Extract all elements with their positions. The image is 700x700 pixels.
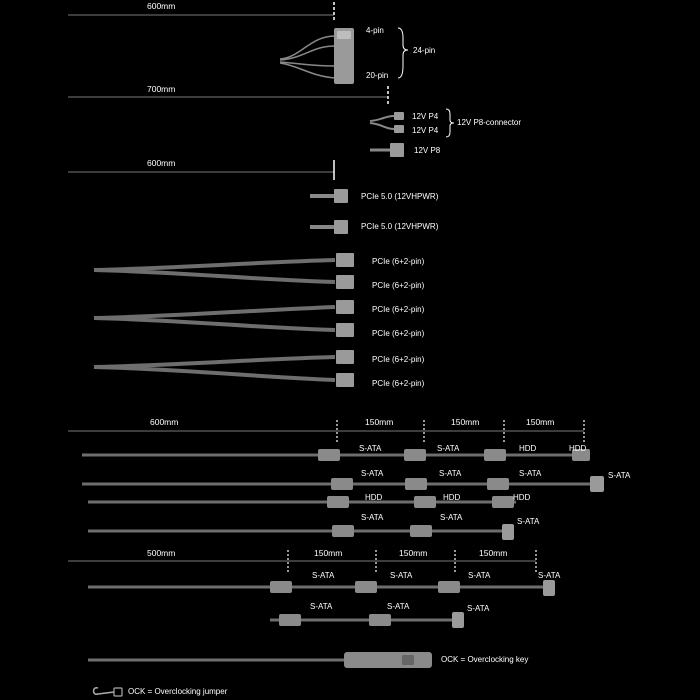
sata-b-row2-label-3: S-ATA <box>467 604 490 613</box>
atx-length-label: 600mm <box>147 1 176 11</box>
sata-a-row4-conn-1 <box>332 525 354 537</box>
pcie-length-label: 600mm <box>147 158 176 168</box>
pcie-cable-2a <box>94 307 335 318</box>
sata-a-row3-label-2: HDD <box>443 493 461 502</box>
sata-b-row1-conn-1 <box>270 581 292 593</box>
sata-a-row4-conn-2 <box>410 525 432 537</box>
ock-key-switch <box>402 655 414 665</box>
sata-a-row2-label-2: S-ATA <box>439 469 462 478</box>
pcie-cable-1b <box>94 270 335 282</box>
sata-a-row3-conn-3 <box>492 496 514 508</box>
pcie-label-5: PCIe (6+2-pin) <box>372 355 425 364</box>
pcie-connector-3 <box>336 300 354 314</box>
atx-brace <box>398 28 408 78</box>
sata-a-seg-2: 150mm <box>451 417 480 427</box>
pcie-hpwr-connector-2 <box>334 220 348 234</box>
sata-b-row1-label-3: S-ATA <box>468 571 491 580</box>
atx-cable-group <box>68 1 435 84</box>
sata-a-row3-label-3: HDD <box>513 493 531 502</box>
sata-a-row2-label-4: S-ATA <box>608 471 631 480</box>
sata-b-row1-label-4: S-ATA <box>538 571 561 580</box>
eps-brace <box>446 109 454 137</box>
pcie-connector-5 <box>336 350 354 364</box>
atx-24pin-label: 24-pin <box>413 46 436 55</box>
sata-b-row1-conn-3 <box>438 581 460 593</box>
pcie-cable-3a <box>94 357 335 367</box>
sata-b-seg-3: 150mm <box>479 548 508 558</box>
sata-b-row2-conn-1 <box>279 614 301 626</box>
eps-p4-connector-b <box>394 125 404 133</box>
sata-a-row1-label-2: S-ATA <box>437 444 460 453</box>
sata-group-b <box>68 548 561 628</box>
sata-a-row1-conn-3 <box>484 449 506 461</box>
sata-group-a <box>68 417 631 540</box>
pcie-cable-group <box>68 158 439 388</box>
pcie-connector-4 <box>336 323 354 337</box>
eps-p8-connector <box>390 143 404 157</box>
sata-a-row1-conn-2 <box>404 449 426 461</box>
sata-a-row2-conn-4 <box>590 476 604 492</box>
sata-a-row2-conn-3 <box>487 478 509 490</box>
sata-b-row1-conn-2 <box>355 581 377 593</box>
pcie-label-1: PCIe (6+2-pin) <box>372 257 425 266</box>
sata-a-row4-conn-3 <box>502 524 514 540</box>
sata-b-row2-conn-3 <box>452 612 464 628</box>
pcie-cable-1a <box>94 260 335 270</box>
pcie-hpwr-label-1: PCIe 5.0 (12VHPWR) <box>361 192 439 201</box>
eps-p4-label-a: 12V P4 <box>412 112 439 121</box>
sata-a-row2-label-3: S-ATA <box>519 469 542 478</box>
ock-key-label: OCK = Overclocking key <box>441 655 529 664</box>
sata-b-row1-label-2: S-ATA <box>390 571 413 580</box>
sata-a-row1-label-1: S-ATA <box>359 444 382 453</box>
pcie-cable-2b <box>94 318 335 330</box>
eps-p4-connector-a <box>394 112 404 120</box>
sata-b-row1-label-1: S-ATA <box>312 571 335 580</box>
sata-b-seg-2: 150mm <box>399 548 428 558</box>
sata-a-seg-1: 150mm <box>365 417 394 427</box>
pcie-hpwr-label-2: PCIe 5.0 (12VHPWR) <box>361 222 439 231</box>
eps-p4-split <box>370 116 394 129</box>
eps-length-label: 700mm <box>147 84 176 94</box>
sata-a-row3-label-1: HDD <box>365 493 383 502</box>
pcie-connector-1 <box>336 253 354 267</box>
atx-20pin-label: 20-pin <box>366 71 389 80</box>
pcie-label-4: PCIe (6+2-pin) <box>372 329 425 338</box>
pcie-connector-6 <box>336 373 354 387</box>
eps-p8-label: 12V P8 <box>414 146 441 155</box>
sata-a-row4-label-2: S-ATA <box>440 513 463 522</box>
sata-a-row3-conn-2 <box>414 496 436 508</box>
pcie-cable-3b <box>94 367 335 380</box>
pcie-connector-2 <box>336 275 354 289</box>
sata-a-length-label: 600mm <box>150 417 179 427</box>
sata-a-row4-label-1: S-ATA <box>361 513 384 522</box>
sata-a-row1-label-3: HDD <box>519 444 537 453</box>
sata-a-row4-label-3: S-ATA <box>517 517 540 526</box>
atx-4pin-label: 4-pin <box>366 26 384 35</box>
eps-cable-group <box>68 84 521 157</box>
sata-a-row2-conn-2 <box>405 478 427 490</box>
atx-wire-fan <box>280 36 335 78</box>
ock-jumper-label: OCK = Overclocking jumper <box>128 687 228 696</box>
pcie-label-6: PCIe (6+2-pin) <box>372 379 425 388</box>
sata-a-row3-conn-1 <box>327 496 349 508</box>
pcie-label-2: PCIe (6+2-pin) <box>372 281 425 290</box>
ock-jumper-icon <box>94 688 115 695</box>
sata-a-row1-conn-1 <box>318 449 340 461</box>
eps-p8-group-label: 12V P8-connector <box>457 118 522 127</box>
ock-key-connector <box>344 652 432 668</box>
sata-b-row2-conn-2 <box>369 614 391 626</box>
eps-p4-label-b: 12V P4 <box>412 126 439 135</box>
sata-b-row2-label-2: S-ATA <box>387 602 410 611</box>
pcie-hpwr-connector-1 <box>334 189 348 203</box>
ock-group <box>88 652 528 696</box>
sata-a-row2-conn-1 <box>331 478 353 490</box>
sata-b-length-label: 500mm <box>147 548 176 558</box>
sata-b-row2-label-1: S-ATA <box>310 602 333 611</box>
sata-b-seg-1: 150mm <box>314 548 343 558</box>
sata-a-seg-3: 150mm <box>526 417 555 427</box>
pcie-label-3: PCIe (6+2-pin) <box>372 305 425 314</box>
sata-a-row2-label-1: S-ATA <box>361 469 384 478</box>
ock-jumper-plug <box>114 688 122 696</box>
sata-b-row1-conn-4 <box>543 580 555 596</box>
atx-4pin-block <box>337 31 351 39</box>
sata-a-row1-label-4: HDD <box>569 444 587 453</box>
